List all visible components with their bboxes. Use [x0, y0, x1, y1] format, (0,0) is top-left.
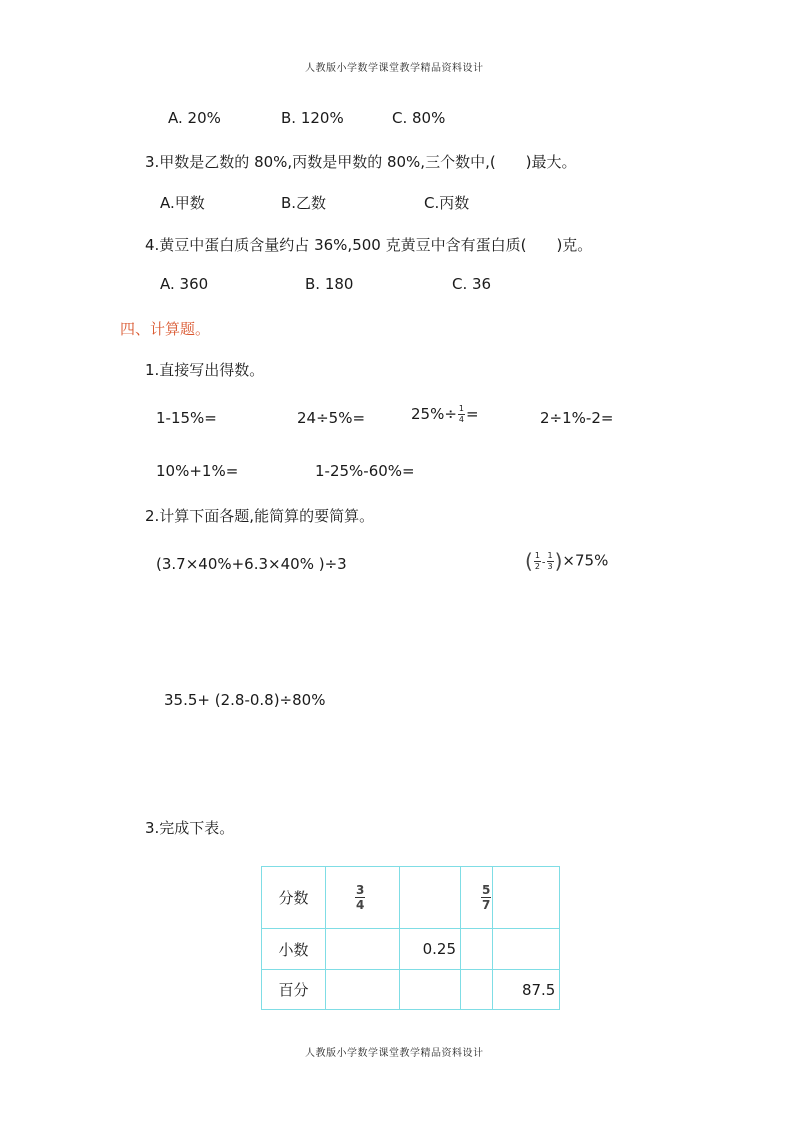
mental-expr-3-prefix: 25%÷	[411, 405, 457, 423]
part1-title: 1.直接写出得数。	[145, 361, 265, 379]
q2-option-c: C. 80%	[392, 109, 446, 127]
fraction-denominator: 7	[482, 898, 491, 912]
cell-decimal-3	[461, 929, 493, 970]
q4-option-a: A. 360	[160, 275, 209, 293]
fraction-denominator: 4	[356, 898, 365, 912]
cell-decimal-4	[493, 929, 560, 970]
calc-expr-3: 35.5+ (2.8-0.8)÷80%	[164, 691, 326, 709]
part2-title: 2.计算下面各题,能简算的要简算。	[145, 507, 375, 525]
conversion-table	[261, 866, 560, 1010]
page-footer: 人教版小学数学课堂教学精品资料设计	[305, 1048, 484, 1059]
fraction-three-quarters	[355, 884, 365, 911]
q4-option-c: C. 36	[452, 275, 492, 293]
q2-option-a: A. 20%	[168, 109, 221, 127]
cell-percent-1	[326, 970, 400, 1010]
mental-expr-3-suffix: =	[466, 405, 479, 423]
section-heading: 四、计算题。	[120, 320, 211, 338]
calc-expr-2-suffix: ×75%	[562, 551, 609, 570]
cell-decimal-1	[326, 929, 400, 970]
minus-sign: -	[541, 557, 546, 569]
cell-fraction-1	[326, 867, 400, 929]
q3-question: 3.甲数是乙数的 80%,丙数是甲数的 80%,三个数中,( )最大。	[145, 153, 577, 171]
mental-expr-5: 10%+1%=	[156, 462, 239, 480]
q3-option-b: B.乙数	[281, 194, 327, 212]
calc-expr-2	[525, 549, 608, 573]
fraction-one-half	[534, 552, 541, 571]
q2-option-b: B. 120%	[281, 109, 344, 127]
table-row-fraction	[262, 867, 560, 929]
mental-expr-4: 2÷1%-2=	[540, 409, 614, 427]
cell-decimal-2: 0.25	[400, 929, 461, 970]
row-label-fraction: 分数	[262, 867, 326, 929]
table-row-decimal	[262, 929, 560, 970]
page-header: 人教版小学数学课堂教学精品资料设计	[305, 63, 484, 74]
cell-fraction-3	[461, 867, 493, 929]
mental-expr-6: 1-25%-60%=	[315, 462, 415, 480]
table-row-percent	[262, 970, 560, 1010]
fraction-denominator: 3	[547, 561, 553, 571]
q3-option-a: A.甲数	[160, 194, 205, 212]
q4-option-b: B. 180	[305, 275, 354, 293]
part3-title: 3.完成下表。	[145, 819, 235, 837]
row-label-percent: 百分	[262, 970, 326, 1010]
fraction-five-sevenths	[481, 884, 491, 911]
fraction-numerator: 1	[534, 550, 540, 560]
cell-fraction-4	[493, 867, 560, 929]
cell-percent-2	[400, 970, 461, 1010]
fraction-denominator: 4	[458, 415, 465, 424]
q3-option-c: C.丙数	[424, 194, 470, 212]
right-paren: )	[554, 549, 563, 573]
fraction-numerator: 5	[482, 883, 491, 897]
cell-percent-3	[461, 970, 493, 1010]
left-paren: (	[525, 549, 533, 573]
fraction-numerator: 3	[356, 883, 365, 897]
fraction-numerator: 1	[458, 404, 465, 413]
fraction-one-third	[547, 552, 554, 571]
fraction-one-quarter	[458, 405, 465, 424]
cell-fraction-2	[400, 867, 461, 929]
q4-question: 4.黄豆中蛋白质含量约占 36%,500 克黄豆中含有蛋白质( )克。	[145, 236, 593, 254]
row-label-decimal: 小数	[262, 929, 326, 970]
mental-expr-3	[411, 405, 479, 424]
fraction-numerator: 1	[547, 550, 553, 560]
mental-expr-2: 24÷5%=	[297, 409, 366, 427]
fraction-denominator: 2	[534, 561, 540, 571]
calc-expr-1: (3.7×40%+6.3×40% )÷3	[156, 555, 347, 573]
mental-expr-1: 1-15%=	[156, 409, 217, 427]
cell-percent-4: 87.5	[493, 970, 560, 1010]
